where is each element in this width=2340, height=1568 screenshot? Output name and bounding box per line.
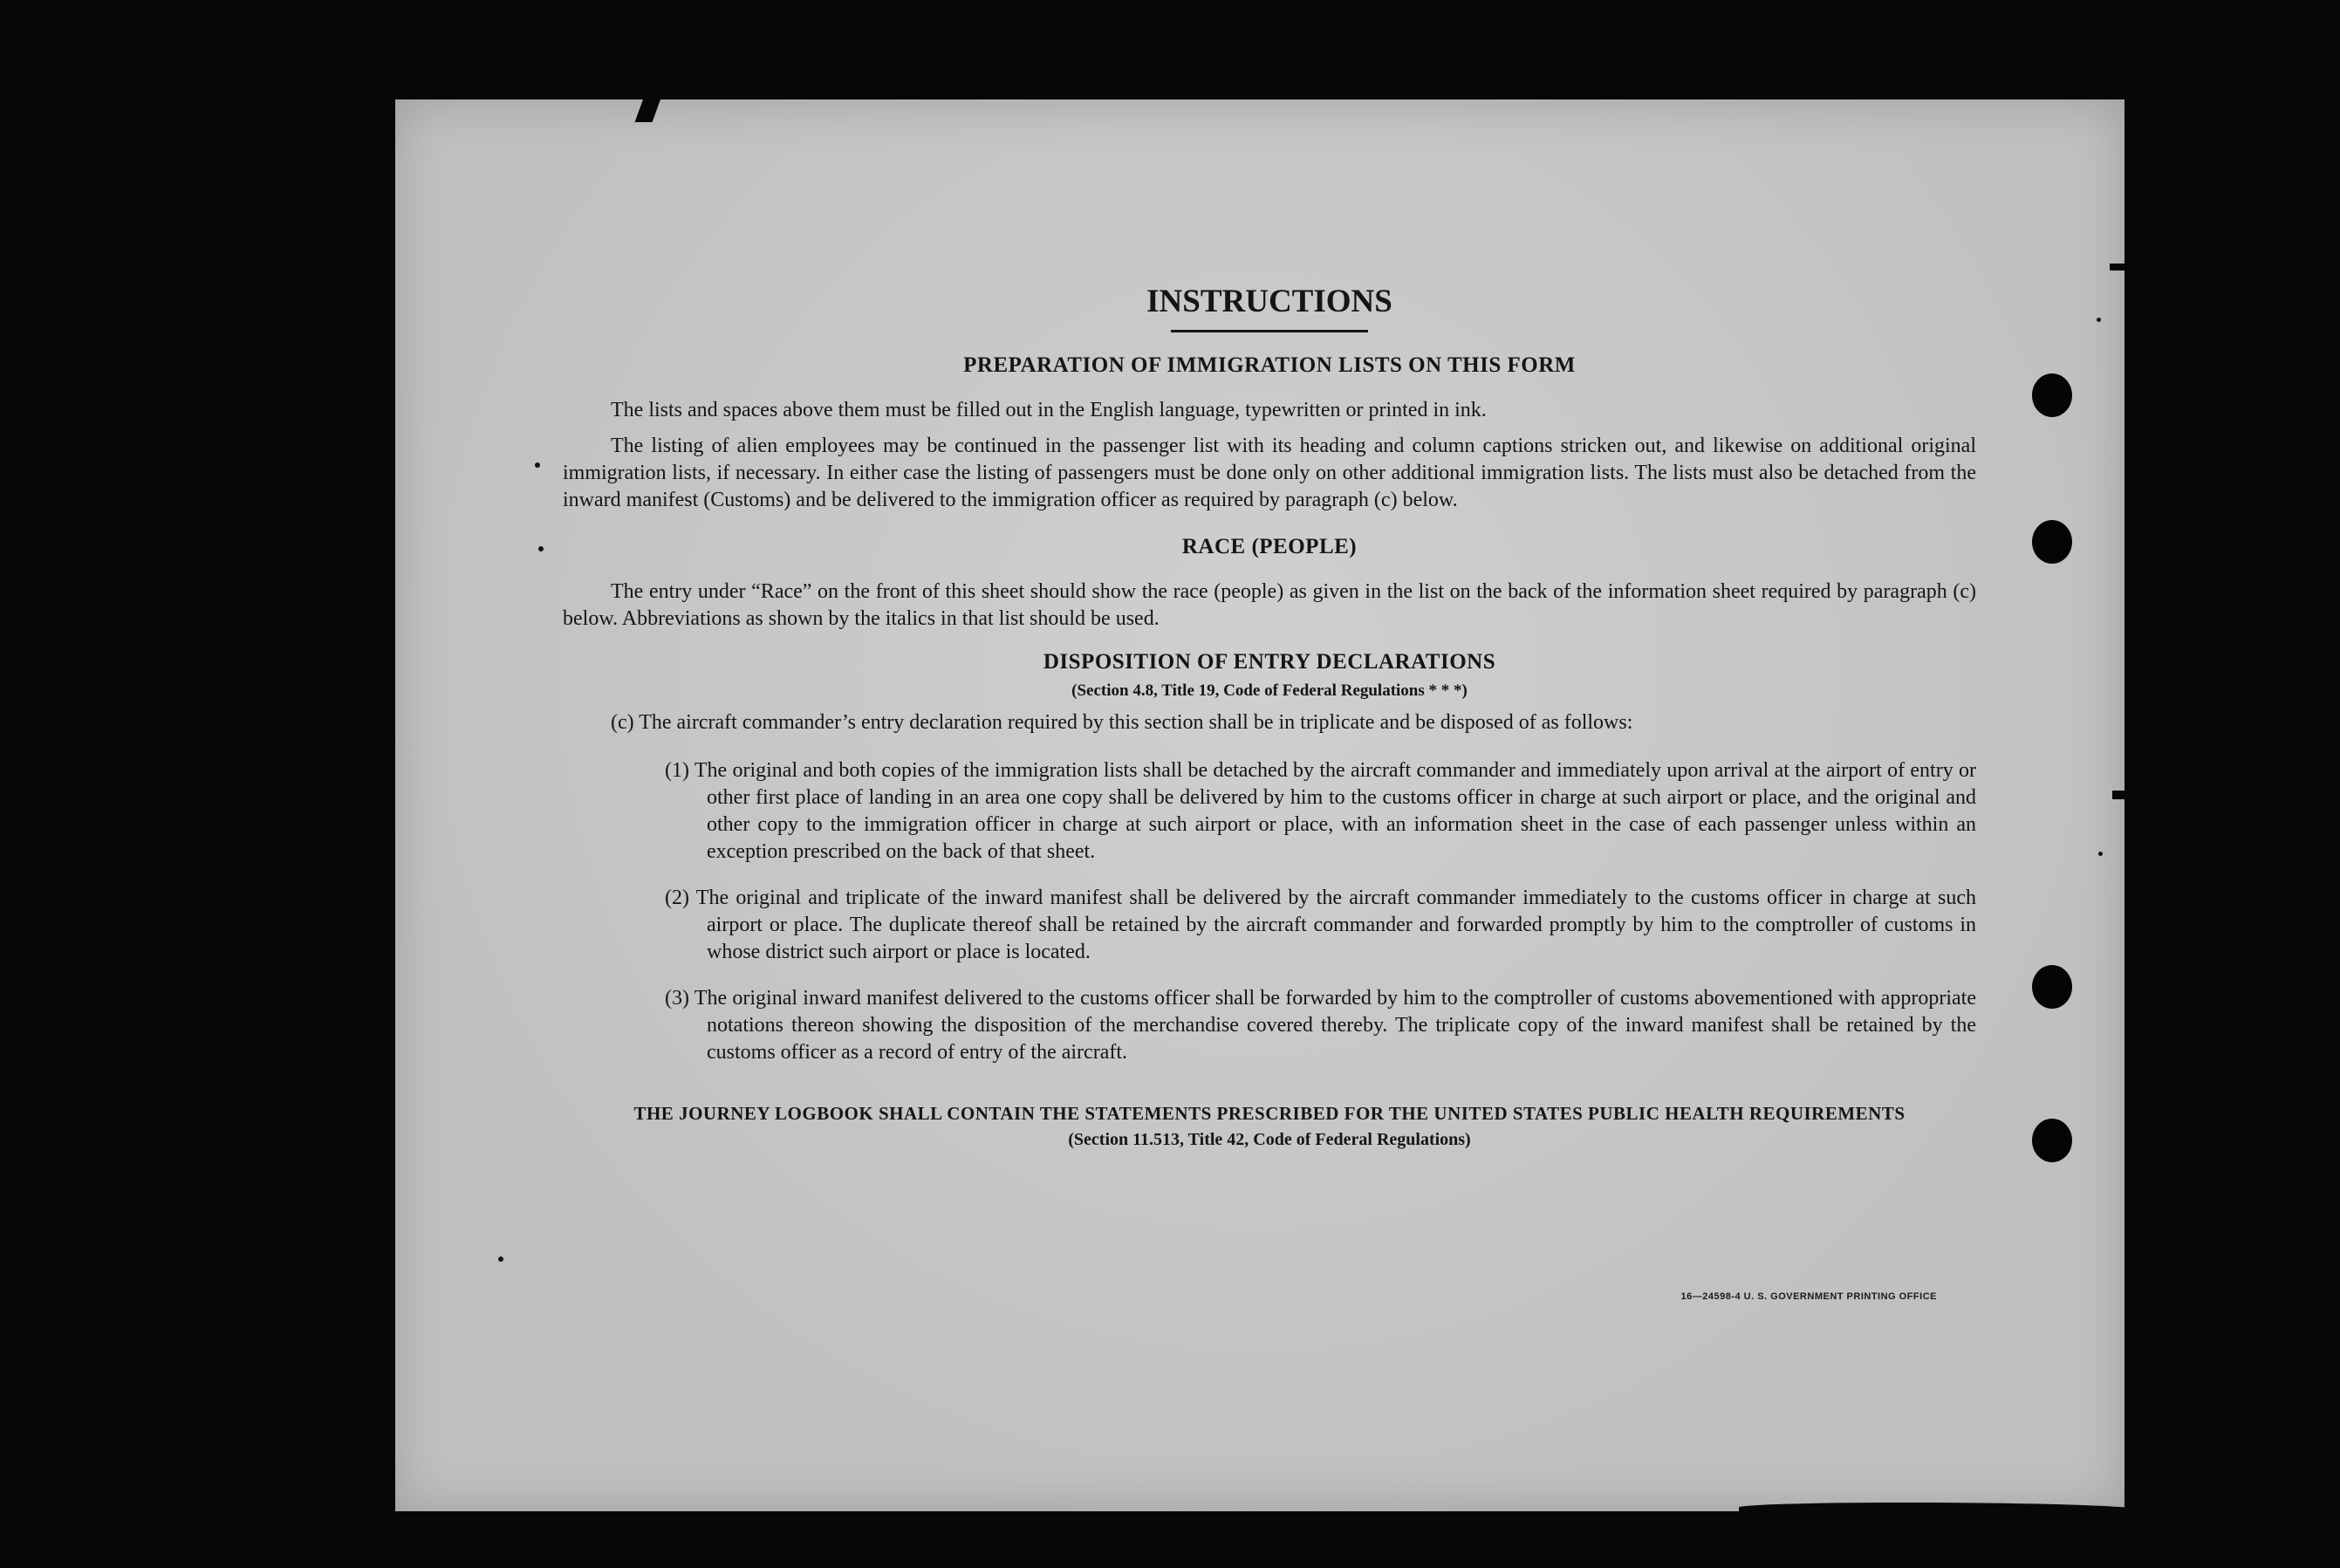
- disposition-item-1: (1) The original and both copies of the immigration lists shall be detached by the aircraft commander and immediately upon arrival at the airport of entry or other first place of landing in an area one copy shall be delivered by him to the customs officer in charge at such airport or place, and the original and other copy to the immigration officer in charge at such airport or place, with an information sheet in the case of each passenger unless within an exception prescribed on the back of that sheet.: [665, 759, 1976, 863]
- punch-hole-4: [2032, 1119, 2072, 1162]
- preparation-paragraph-2: The listing of alien employees may be continued in the passenger list with its heading and column captions stricken out, and likewise on additional original immigration lists, if necessary. In either case the listing of passengers must be done only on other additional immigration lists. The lists must also be detached from the inward manifest (Customs) and be delivered to the immigration officer as required by paragraph (c) below.: [563, 435, 1976, 511]
- disposition-citation: (Section 4.8, Title 19, Code of Federal Regulations * * *): [1071, 681, 1468, 700]
- punch-hole-1: [2032, 373, 2072, 417]
- speck: [535, 462, 540, 468]
- punch-hole-3: [2032, 965, 2072, 1009]
- speck: [2098, 852, 2103, 856]
- logbook-citation: (Section 11.513, Title 42, Code of Federal Regulations): [1068, 1130, 1471, 1149]
- torn-edge-right: [2112, 791, 2128, 799]
- logbook-statement: THE JOURNEY LOGBOOK SHALL CONTAIN THE STATEMENTS PRESCRIBED FOR THE UNITED STATES PUBLIC HEALTH REQUIREMENTS: [633, 1103, 1906, 1124]
- printing-office-imprint: 16—24598-4 U. S. GOVERNMENT PRINTING OFFICE: [1680, 1291, 1937, 1302]
- preparation-paragraph-1: The lists and spaces above them must be filled out in the English language, typewritten or printed in ink.: [611, 399, 1487, 421]
- preparation-heading: PREPARATION OF IMMIGRATION LISTS ON THIS FORM: [963, 353, 1576, 377]
- torn-corner-top: [635, 96, 662, 122]
- disposition-intro: (c) The aircraft commander’s entry declaration required by this section shall be in triplicate and be disposed of as follows:: [611, 711, 1633, 734]
- torn-edge-bottom: [1739, 1503, 2140, 1515]
- instructions-content: [563, 283, 1976, 1150]
- page-title: INSTRUCTIONS: [1146, 284, 1392, 319]
- punch-hole-2: [2032, 520, 2072, 564]
- form-sheet: [395, 99, 2124, 1511]
- race-heading: RACE (PEOPLE): [1181, 535, 1358, 558]
- race-paragraph: The entry under “Race” on the front of this sheet should show the race (people) as given in the list on the back of the information sheet required by paragraph (c) below. Abbreviations as shown by the italics in that list should be used.: [563, 580, 1976, 630]
- torn-edge-right: [2110, 264, 2127, 270]
- bleed-through-text: [1076, 134, 1082, 161]
- disposition-item-3: (3) The original inward manifest delivered to the customs officer shall be forwarded by him to the comptroller of customs abovementioned with appropriate notations thereon showing the disposition of the merchandise covered thereby. The triplicate copy of the inward manifest shall be retained by the customs officer as a record of entry of the aircraft.: [665, 987, 1976, 1064]
- speck: [2097, 318, 2101, 322]
- disposition-heading: DISPOSITION OF ENTRY DECLARATIONS: [1043, 650, 1496, 674]
- disposition-item-2: (2) The original and triplicate of the inward manifest shall be delivered by the aircraft commander immediately to the customs officer in charge at such airport or place. The duplicate thereof shall be retained by the aircraft commander and forwarded promptly by him to the comptroller of customs in whose district such airport or place is located.: [665, 887, 1976, 963]
- speck: [538, 546, 544, 551]
- speck: [498, 1256, 503, 1262]
